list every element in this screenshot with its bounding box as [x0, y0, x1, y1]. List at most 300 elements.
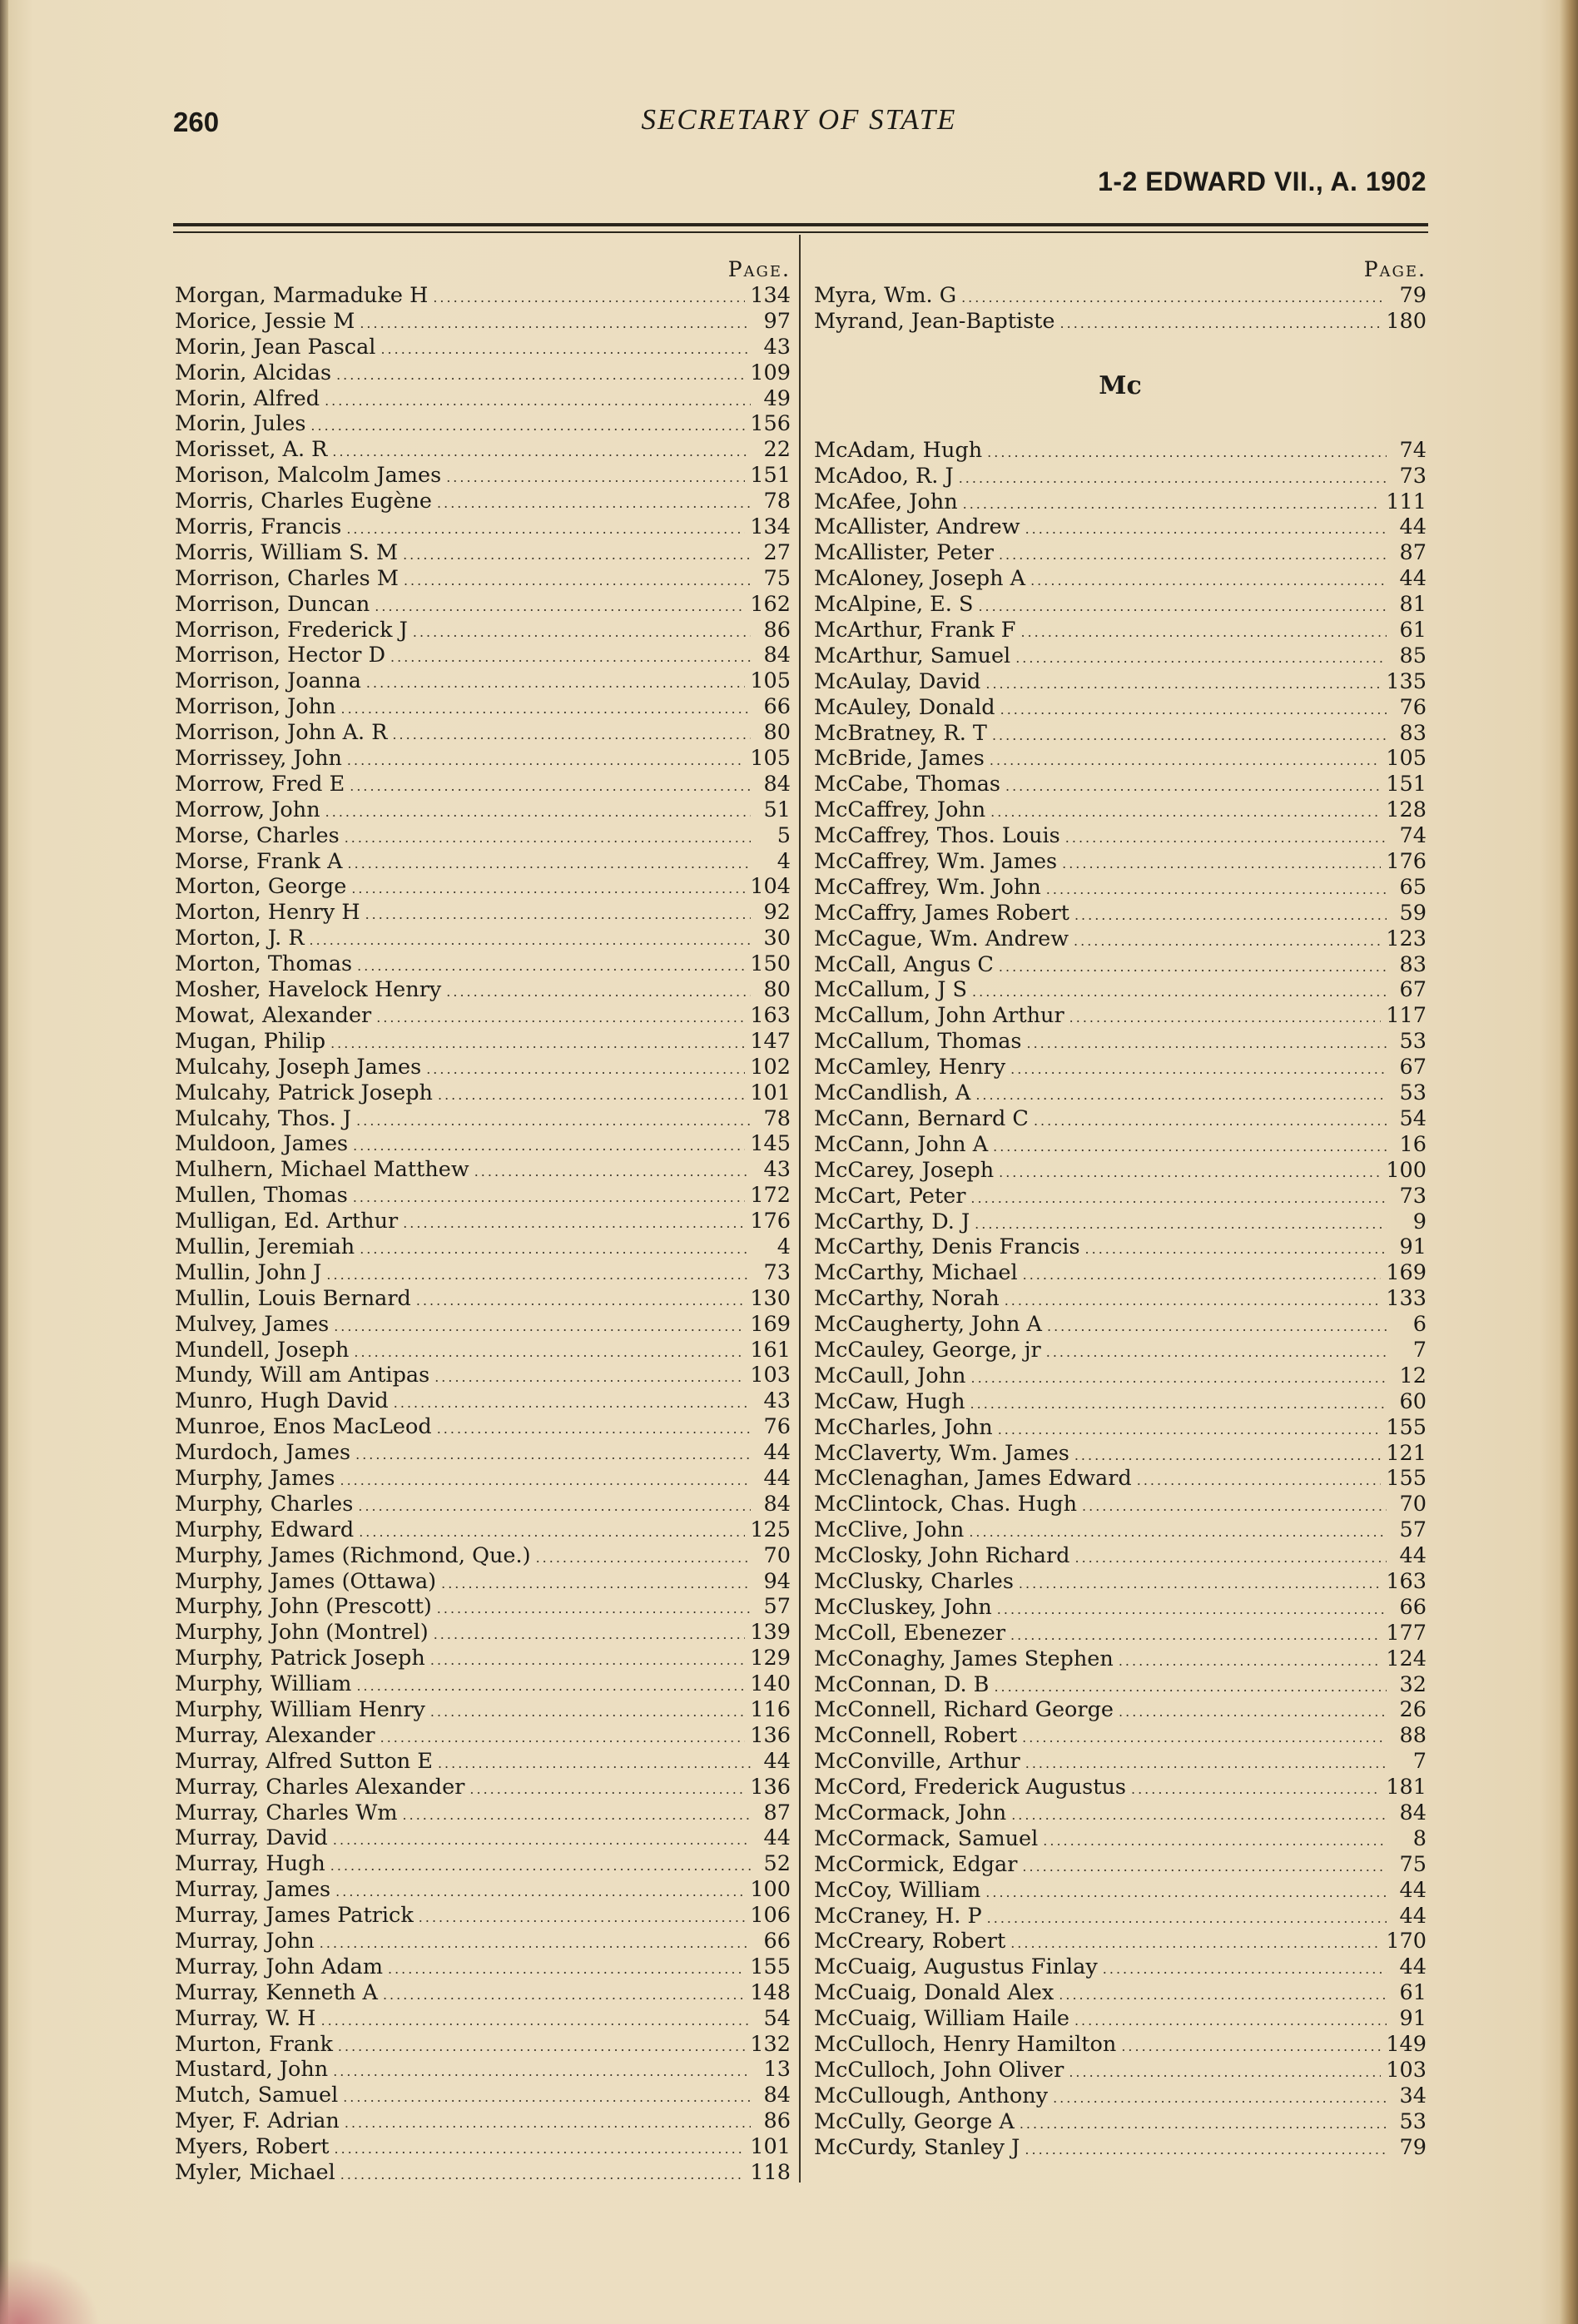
entry-page: 76: [1399, 694, 1427, 720]
header-rule-thin: [173, 231, 1428, 233]
entry-name: Morrissey, John: [175, 746, 342, 772]
index-entry: [175, 1775, 791, 1800]
entry-name: McConville, Arthur: [814, 1749, 1020, 1775]
entry-name: McCully, George A: [814, 2108, 1015, 2134]
right-top-entry-list: [814, 283, 1427, 335]
entry-page: 80: [763, 720, 791, 746]
entry-page: 59: [1399, 900, 1427, 926]
leader-dots: [1059, 1983, 1387, 2009]
index-entry: [814, 746, 1427, 772]
index-entry: [814, 1234, 1427, 1260]
entry-name: Morrison, Frederick J: [175, 617, 408, 643]
leader-dots: [390, 645, 751, 671]
index-entry: [814, 2032, 1427, 2058]
entry-name: McCuaig, Donald Alex: [814, 1980, 1054, 2006]
entry-name: Morison, Malcolm James: [175, 463, 442, 489]
entry-name: McConnell, Richard George: [814, 1697, 1114, 1723]
index-entry: [175, 1825, 791, 1851]
entry-page: 74: [1399, 823, 1427, 849]
leader-dots: [1005, 1289, 1382, 1314]
leader-dots: [999, 1160, 1381, 1186]
leader-dots: [433, 286, 745, 311]
leader-dots: [356, 1674, 745, 1700]
entry-page: 156: [750, 411, 791, 437]
entry-name: McCauley, George, jr: [814, 1337, 1041, 1363]
index-entry: [814, 797, 1427, 823]
index-entry: [175, 1209, 791, 1234]
index-entry: [175, 1388, 791, 1414]
leader-dots: [340, 2163, 746, 2188]
leader-dots: [1034, 1109, 1387, 1135]
entry-page: 150: [750, 951, 791, 977]
entry-name: Murphy, William: [175, 1671, 352, 1697]
index-entry: [814, 283, 1427, 309]
entry-page: 117: [1386, 1003, 1427, 1029]
leader-dots: [1137, 1468, 1382, 1494]
entry-name: Morisset, A. R: [175, 437, 328, 463]
entry-page: 118: [750, 2160, 791, 2186]
entry-name: Mugan, Philip: [175, 1028, 326, 1054]
leader-dots: [366, 671, 745, 697]
leader-dots: [992, 723, 1387, 749]
leader-dots: [1005, 774, 1381, 800]
entry-page: 103: [1386, 2057, 1427, 2083]
leader-dots: [1022, 1855, 1387, 1880]
leader-dots: [1121, 2034, 1381, 2060]
leader-dots: [333, 2059, 751, 2085]
index-entry: [814, 438, 1427, 464]
entry-page: 86: [763, 2108, 791, 2134]
entry-page: 70: [1399, 1492, 1427, 1517]
leader-dots: [990, 748, 1381, 774]
leader-dots: [338, 2034, 745, 2060]
entry-page: 172: [750, 1183, 791, 1209]
entry-name: Mutch, Samuel: [175, 2083, 339, 2108]
entry-name: Murphy, James (Richmond, Que.): [175, 1542, 531, 1568]
index-entry: [175, 1594, 791, 1620]
leader-dots: [325, 800, 751, 826]
left-entry-list: [175, 283, 791, 2186]
leader-dots: [1026, 1031, 1387, 1057]
entry-name: Murphy, William Henry: [175, 1696, 425, 1722]
index-entry: [814, 1929, 1427, 1954]
leader-dots: [310, 928, 751, 954]
entry-page: 84: [763, 771, 791, 797]
entry-page: 84: [763, 2083, 791, 2108]
index-entry: [175, 1466, 791, 1492]
index-entry: [814, 1260, 1427, 1286]
entry-name: Morton, Henry H: [175, 900, 360, 926]
leader-dots: [1074, 1546, 1387, 1572]
entry-name: Mulcahy, Thos. J: [175, 1105, 352, 1131]
leader-dots: [1053, 2086, 1387, 2112]
index-entry: [814, 1800, 1427, 1826]
entry-page: 66: [1399, 1594, 1427, 1620]
index-entry: [175, 874, 791, 900]
index-entry: [814, 592, 1427, 618]
entry-page: 44: [1399, 514, 1427, 540]
entry-name: Murdoch, James: [175, 1440, 351, 1466]
entry-name: Morin, Jules: [175, 411, 306, 437]
index-entry: [175, 309, 791, 335]
entry-page: 61: [1399, 618, 1427, 643]
index-entry: [814, 2058, 1427, 2083]
entry-page: 84: [763, 1491, 791, 1517]
entry-name: Mulcahy, Patrick Joseph: [175, 1080, 433, 1105]
index-entry: [175, 1414, 791, 1440]
entry-name: Murray, Hugh: [175, 1851, 325, 1877]
leader-dots: [336, 363, 745, 389]
leader-dots: [438, 1751, 751, 1777]
index-entry: [175, 1055, 791, 1080]
leader-dots: [392, 723, 751, 748]
leader-dots: [333, 1828, 751, 1854]
entry-name: McCaffry, James Robert: [814, 900, 1069, 926]
leader-dots: [438, 1083, 745, 1109]
index-entry: [175, 1646, 791, 1671]
entry-page: 176: [750, 1209, 791, 1234]
index-entry: [814, 669, 1427, 695]
section-heading-mc: Mc: [1099, 370, 1142, 400]
entry-name: Myrand, Jean-Baptiste: [814, 308, 1055, 334]
entry-name: Morin, Alcidas: [175, 360, 332, 385]
leader-dots: [1025, 2138, 1387, 2163]
leader-dots: [1119, 1649, 1382, 1675]
entry-page: 105: [750, 746, 791, 772]
leader-dots: [978, 594, 1387, 620]
entry-page: 87: [763, 1800, 791, 1825]
entry-page: 85: [1399, 643, 1427, 668]
leader-dots: [1025, 517, 1387, 543]
entry-name: Morris, William S. M: [175, 539, 399, 565]
index-entry: [175, 1286, 791, 1312]
index-entry: [175, 540, 791, 566]
index-entry: [175, 1080, 791, 1106]
index-entry: [814, 1209, 1427, 1235]
entry-name: McCallum, J S: [814, 977, 968, 1003]
leader-dots: [975, 1083, 1387, 1109]
index-entry: [175, 1338, 791, 1363]
entry-page: 105: [750, 668, 791, 694]
entry-name: Mundy, Will am Antipas: [175, 1363, 430, 1388]
entry-name: McCraney, H. P: [814, 1903, 982, 1929]
entry-page: 140: [750, 1671, 791, 1697]
index-entry: [175, 335, 791, 360]
entry-page: 26: [1399, 1697, 1427, 1723]
index-entry: [814, 875, 1427, 901]
leader-dots: [1020, 2112, 1387, 2138]
leader-dots: [975, 1212, 1387, 1238]
index-entry: [814, 1852, 1427, 1878]
index-entry: [814, 1672, 1427, 1698]
entry-page: 44: [763, 1465, 791, 1491]
index-entry: [175, 386, 791, 412]
entry-page: 148: [750, 1979, 791, 2005]
entry-page: 116: [750, 1696, 791, 1722]
index-entry: [175, 2006, 791, 2032]
leader-dots: [970, 1392, 1387, 1418]
index-entry: [175, 1569, 791, 1595]
index-entry: [814, 464, 1427, 489]
leader-dots: [985, 1880, 1387, 1906]
entry-name: McCaffrey, Thos. Louis: [814, 823, 1060, 849]
entry-page: 80: [763, 977, 791, 1003]
entry-name: Mustard, John: [175, 2057, 329, 2083]
leader-dots: [326, 1263, 751, 1289]
entry-name: McCaugherty, John A: [814, 1312, 1042, 1338]
entry-page: 133: [1386, 1286, 1427, 1312]
entry-page: 43: [763, 1157, 791, 1183]
index-entry: [814, 1954, 1427, 1980]
page-edge: [1560, 0, 1578, 2324]
leader-dots: [1069, 2060, 1381, 2086]
index-entry: [814, 1543, 1427, 1569]
index-entry: [175, 514, 791, 540]
entry-page: 101: [750, 1080, 791, 1105]
index-entry: [814, 1904, 1427, 1929]
entry-page: 149: [1386, 2032, 1427, 2057]
index-entry: [175, 2108, 791, 2134]
leader-dots: [997, 1597, 1387, 1623]
index-entry: [814, 1286, 1427, 1312]
index-entry: [175, 2160, 791, 2186]
entry-name: McCarey, Joseph: [814, 1157, 995, 1183]
entry-page: 44: [1399, 1543, 1427, 1569]
leader-dots: [1085, 1237, 1387, 1263]
leader-dots: [1023, 1263, 1382, 1289]
index-entry: [814, 1723, 1427, 1749]
entry-page: 136: [750, 1774, 791, 1800]
leader-dots: [1074, 1443, 1382, 1469]
index-entry: [814, 1363, 1427, 1389]
entry-name: Myer, F. Adrian: [175, 2108, 340, 2134]
entry-page: 101: [750, 2134, 791, 2160]
index-entry: [175, 849, 791, 875]
entry-name: McAlpine, E. S: [814, 592, 974, 618]
entry-name: McAloney, Joseph A: [814, 566, 1026, 592]
leader-dots: [380, 337, 751, 363]
entry-name: McConnan, D. B: [814, 1671, 990, 1697]
index-entry: [175, 1877, 791, 1903]
entry-name: Murray, James Patrick: [175, 1903, 414, 1929]
index-entry: [814, 772, 1427, 797]
index-entry: [175, 1517, 791, 1543]
entry-page: 92: [763, 900, 791, 926]
entry-page: 73: [1399, 1183, 1427, 1209]
entry-name: McCluskey, John: [814, 1594, 992, 1620]
leader-dots: [351, 876, 745, 902]
entry-name: McCormick, Edgar: [814, 1851, 1018, 1877]
entry-name: Morton, J. R: [175, 926, 305, 951]
index-entry: [175, 1492, 791, 1517]
index-entry: [175, 1029, 791, 1055]
leader-dots: [403, 1211, 745, 1237]
entry-name: Mulhern, Michael Matthew: [175, 1157, 469, 1183]
entry-page: 104: [750, 874, 791, 900]
entry-page: 7: [1412, 1337, 1427, 1363]
entry-name: Mulvey, James: [175, 1311, 330, 1337]
entry-name: McCulloch, John Oliver: [814, 2057, 1064, 2083]
leader-dots: [1000, 698, 1387, 723]
entry-name: Murray, Alfred Sutton E: [175, 1748, 433, 1774]
leader-dots: [987, 440, 1387, 466]
entry-name: McCarthy, Denis Francis: [814, 1234, 1080, 1260]
leader-dots: [1020, 620, 1387, 646]
entry-page: 52: [763, 1851, 791, 1877]
leader-dots: [1119, 1700, 1387, 1726]
index-entry: [814, 977, 1427, 1003]
leader-dots: [1131, 1777, 1381, 1803]
entry-page: 61: [1399, 1980, 1427, 2006]
header-rule-thick: [173, 223, 1428, 226]
entry-page: 125: [750, 1517, 791, 1542]
entry-page: 44: [1399, 1954, 1427, 1980]
index-entry: [814, 643, 1427, 669]
entry-name: McCaffrey, John: [814, 797, 986, 823]
entry-name: Morin, Jean Pascal: [175, 334, 376, 360]
index-entry: [814, 1441, 1427, 1467]
entry-name: McCharles, John: [814, 1414, 993, 1440]
entry-page: 4: [777, 848, 791, 874]
entry-name: McCabe, Thomas: [814, 772, 1000, 797]
index-entry: [175, 1697, 791, 1723]
leader-dots: [959, 466, 1387, 492]
entry-page: 170: [1386, 1929, 1427, 1954]
entry-name: Mosher, Havelock Henry: [175, 977, 442, 1003]
entry-page: 163: [750, 1002, 791, 1028]
entry-name: McCarthy, Michael: [814, 1260, 1018, 1286]
entry-page: 4: [777, 1234, 791, 1259]
entry-page: 145: [750, 1131, 791, 1157]
binding-edge: [0, 0, 8, 2324]
leader-dots: [434, 1622, 746, 1648]
entry-page: 70: [763, 1542, 791, 1568]
left-column-heading: Page.: [727, 257, 791, 281]
leader-dots: [1043, 1829, 1387, 1855]
index-entry: [175, 618, 791, 643]
leader-dots: [360, 1237, 751, 1263]
entry-page: 54: [1399, 1105, 1427, 1131]
entry-name: Morris, Charles Eugène: [175, 489, 433, 514]
index-entry: [814, 1029, 1427, 1055]
index-entry: [175, 1183, 791, 1209]
index-entry: [175, 977, 791, 1003]
index-entry: [175, 1723, 791, 1749]
leader-dots: [987, 1906, 1387, 1932]
index-entry: [814, 1312, 1427, 1338]
entry-page: 79: [1399, 283, 1427, 308]
entry-name: Morrison, Hector D: [175, 643, 386, 668]
leader-dots: [474, 1160, 751, 1185]
entry-page: 162: [750, 591, 791, 617]
leader-dots: [969, 1520, 1387, 1546]
entry-page: 73: [1399, 463, 1427, 489]
running-title: SECRETARY OF STATE: [641, 103, 957, 136]
entry-name: McConnell, Robert: [814, 1723, 1018, 1749]
index-entry: [814, 1697, 1427, 1723]
leader-dots: [446, 980, 751, 1006]
entry-page: 130: [750, 1285, 791, 1311]
session-label: 1-2 EDWARD VII., A. 1902: [1098, 166, 1427, 196]
entry-name: Murray, Charles Alexander: [175, 1774, 465, 1800]
entry-page: 83: [1399, 720, 1427, 746]
entry-page: 180: [1386, 308, 1427, 334]
leader-dots: [330, 1854, 751, 1880]
index-entry: [814, 1338, 1427, 1363]
entry-name: Murphy, James: [175, 1465, 335, 1491]
index-entry: [814, 1389, 1427, 1415]
entry-page: 84: [1399, 1800, 1427, 1825]
entry-page: 128: [1386, 797, 1427, 823]
leader-dots: [1103, 1957, 1387, 1983]
entry-page: 57: [763, 1594, 791, 1620]
index-entry: [175, 1106, 791, 1132]
entry-page: 67: [1399, 977, 1427, 1003]
entry-page: 73: [763, 1259, 791, 1285]
entry-name: McAdam, Hugh: [814, 437, 983, 463]
entry-page: 105: [1386, 746, 1427, 772]
entry-name: McCormack, John: [814, 1800, 1007, 1825]
leader-dots: [437, 491, 751, 517]
entry-page: 51: [763, 797, 791, 822]
entry-name: McCaull, John: [814, 1363, 966, 1388]
leader-dots: [416, 1289, 745, 1314]
entry-page: 60: [1399, 1388, 1427, 1414]
index-entry: [175, 1749, 791, 1775]
leader-dots: [1074, 903, 1387, 929]
index-entry: [175, 772, 791, 797]
index-entry: [175, 1440, 791, 1466]
leader-dots: [999, 543, 1387, 569]
index-entry: [814, 566, 1427, 592]
index-entry: [175, 746, 791, 772]
entry-page: 54: [763, 2005, 791, 2031]
leader-dots: [343, 2085, 751, 2111]
entry-page: 134: [750, 514, 791, 540]
entry-name: McBratney, R. T: [814, 720, 987, 746]
index-entry: [175, 1980, 791, 2006]
index-entry: [175, 1671, 791, 1697]
entry-page: 66: [763, 694, 791, 720]
entry-page: 34: [1399, 2083, 1427, 2108]
entry-name: McCann, Bernard C: [814, 1105, 1029, 1131]
leader-dots: [340, 1468, 751, 1494]
entry-page: 161: [750, 1337, 791, 1363]
entry-name: McClenaghan, James Edward: [814, 1466, 1132, 1492]
index-entry: [814, 1055, 1427, 1080]
index-entry: [814, 2135, 1427, 2161]
entry-name: Mullin, Louis Bernard: [175, 1285, 411, 1311]
entry-name: Myler, Michael: [175, 2160, 335, 2186]
entry-page: 30: [763, 926, 791, 951]
entry-page: 91: [1399, 2006, 1427, 2032]
entry-name: McAfee, John: [814, 489, 958, 514]
index-entry: [175, 926, 791, 951]
index-entry: [814, 489, 1427, 515]
index-entry: [814, 823, 1427, 849]
index-entry: [814, 1080, 1427, 1106]
entry-name: Morton, Thomas: [175, 951, 353, 977]
entry-name: Murton, Frank: [175, 2031, 333, 2057]
right-entry-list: [814, 438, 1427, 2161]
entry-name: McCaw, Hugh: [814, 1388, 965, 1414]
index-entry: [814, 618, 1427, 643]
entry-name: Munroe, Enos MacLeod: [175, 1414, 432, 1440]
entry-name: Murphy, John (Montrel): [175, 1620, 429, 1646]
entry-page: 43: [763, 1388, 791, 1414]
entry-page: 129: [750, 1646, 791, 1671]
entry-name: Mulligan, Ed. Arthur: [175, 1209, 399, 1234]
